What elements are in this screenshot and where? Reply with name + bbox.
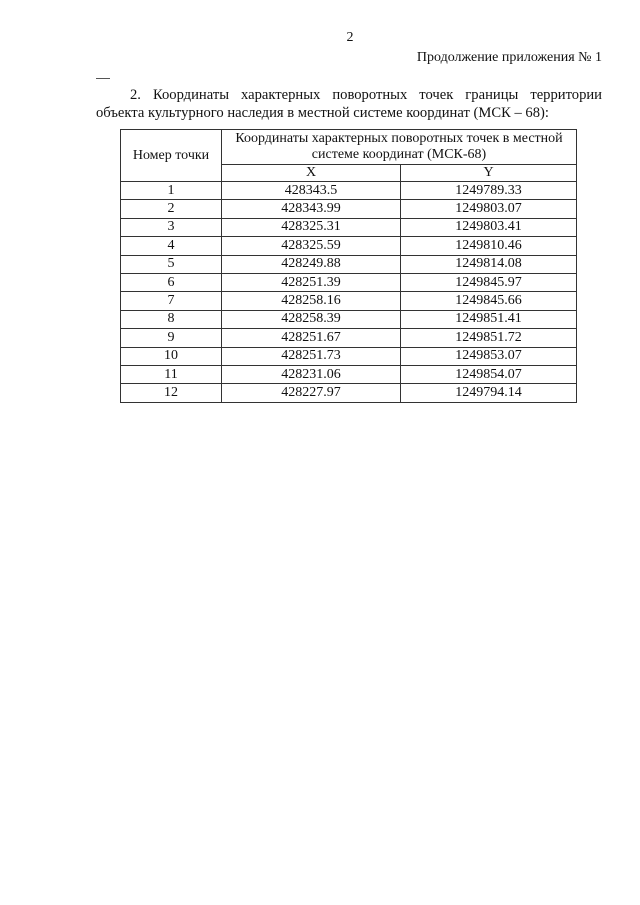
cell-y-coordinate: 1249851.41 — [401, 310, 577, 328]
cell-x-coordinate: 428251.39 — [222, 273, 401, 291]
cell-x-coordinate: 428343.99 — [222, 200, 401, 218]
cell-y-coordinate: 1249810.46 — [401, 237, 577, 255]
cell-y-coordinate: 1249853.07 — [401, 347, 577, 365]
cell-x-coordinate: 428343.5 — [222, 182, 401, 200]
appendix-label: Продолжение приложения № 1 — [416, 50, 602, 65]
table-row — [121, 200, 577, 218]
cell-y-coordinate: 1249794.14 — [401, 384, 577, 402]
table-row — [121, 218, 577, 236]
cell-y-coordinate: 1249803.07 — [401, 200, 577, 218]
table-row — [121, 384, 577, 402]
cell-y-coordinate: 1249845.97 — [401, 273, 577, 291]
cell-x-coordinate: 428249.88 — [222, 255, 401, 273]
cell-x-coordinate: 428325.59 — [222, 237, 401, 255]
cell-x-coordinate: 428231.06 — [222, 365, 401, 383]
cell-x-coordinate: 428258.39 — [222, 310, 401, 328]
cell-x-coordinate: 428325.31 — [222, 218, 401, 236]
cell-point-number: 1 — [121, 182, 222, 200]
cell-point-number: 10 — [121, 347, 222, 365]
page-number: 2 — [346, 30, 354, 45]
table-row — [121, 292, 577, 310]
table-row — [121, 182, 577, 200]
cell-y-coordinate: 1249814.08 — [401, 255, 577, 273]
cell-point-number: 11 — [121, 365, 222, 383]
cell-y-coordinate: 1249845.66 — [401, 292, 577, 310]
paragraph-line-1: 2. Координаты характерных поворотных точек границы территории — [130, 87, 602, 103]
section-paragraph — [96, 86, 602, 122]
cell-x-coordinate: 428251.67 — [222, 329, 401, 347]
cell-point-number: 7 — [121, 292, 222, 310]
cell-point-number: 2 — [121, 200, 222, 218]
column-header-y: Y — [401, 165, 577, 182]
cell-point-number: 9 — [121, 329, 222, 347]
table-body — [121, 182, 577, 403]
column-header-point-number: Номер точки — [121, 130, 222, 182]
coordinates-table — [120, 129, 577, 403]
table-row — [121, 273, 577, 291]
column-header-coordinates-group: Координаты характерных поворотных точек в местной системе координат (МСК-68) — [222, 130, 577, 165]
cell-point-number: 6 — [121, 273, 222, 291]
cell-y-coordinate: 1249851.72 — [401, 329, 577, 347]
table-row — [121, 365, 577, 383]
table-row — [121, 237, 577, 255]
cell-point-number: 12 — [121, 384, 222, 402]
table-row — [121, 347, 577, 365]
cell-point-number: 8 — [121, 310, 222, 328]
cell-x-coordinate: 428251.73 — [222, 347, 401, 365]
cell-point-number: 4 — [121, 237, 222, 255]
cell-y-coordinate: 1249803.41 — [401, 218, 577, 236]
table-header-row — [121, 130, 577, 165]
paragraph-line-2: объекта культурного наследия в местной системе координат (МСК – 68): — [96, 105, 549, 121]
table-row — [121, 329, 577, 347]
cell-point-number: 5 — [121, 255, 222, 273]
column-header-x: X — [222, 165, 401, 182]
cell-y-coordinate: 1249789.33 — [401, 182, 577, 200]
cell-x-coordinate: 428258.16 — [222, 292, 401, 310]
table-row — [121, 255, 577, 273]
margin-dash-mark — [96, 78, 110, 79]
table-row — [121, 310, 577, 328]
cell-x-coordinate: 428227.97 — [222, 384, 401, 402]
cell-point-number: 3 — [121, 218, 222, 236]
cell-y-coordinate: 1249854.07 — [401, 365, 577, 383]
